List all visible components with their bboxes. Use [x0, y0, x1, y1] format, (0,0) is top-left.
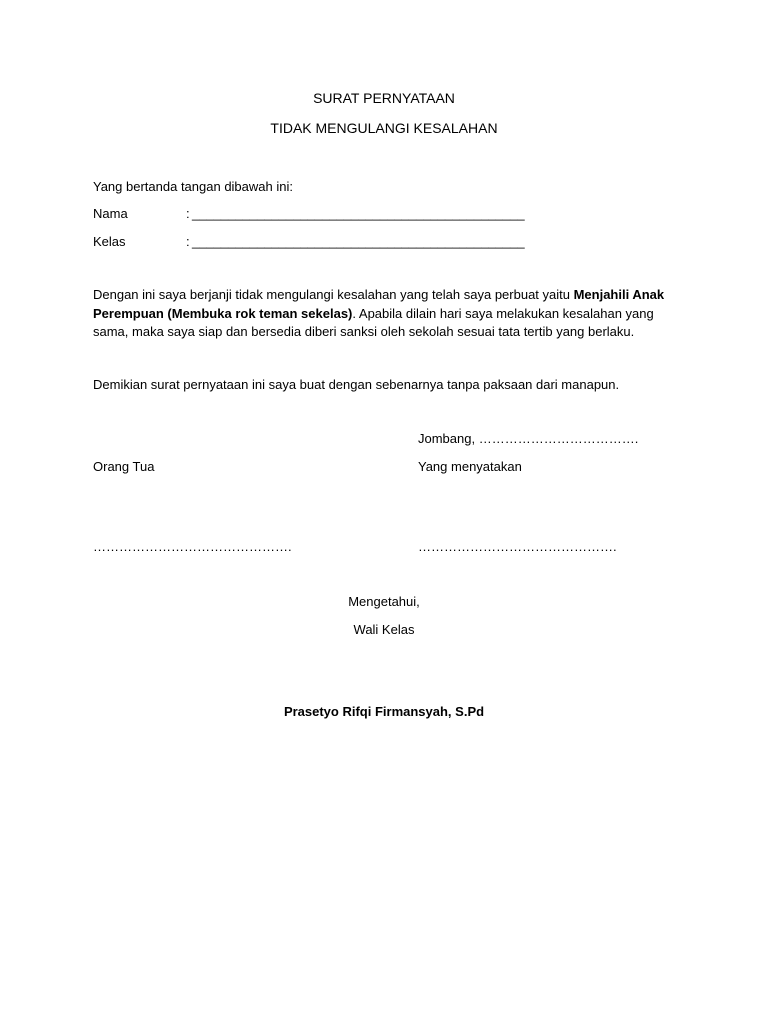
statement-text-after: . Apabila dilain hari saya melakukan kesalahan yang sama, maka saya siap dan bersedia diberi sanksi oleh sekolah sesuai tata tertib yang berlaku. — [93, 305, 654, 339]
statement-text-before: Dengan ini saya berjanji tidak mengulangi kesalahan yang telah saya perbuat yaitu — [93, 287, 574, 302]
statement-paragraph — [93, 286, 683, 342]
document-title: SURAT PERNYATAAN — [313, 90, 455, 106]
right-signer-role: Yang menyatakan — [418, 459, 522, 474]
right-signature-line: ………………………………………. — [418, 539, 617, 554]
closing-text: Demikian surat pernyataan ini saya buat dengan sebenarnya tanpa paksaan dari manapun. — [93, 377, 620, 392]
homeroom-name: Prasetyo Rifqi Firmansyah, S.Pd — [283, 704, 485, 719]
field-separator-nama: : — [186, 206, 190, 221]
acknowledged-label: Mengetahui, — [348, 594, 420, 609]
document-subtitle: TIDAK MENGULANGI KESALAHAN — [270, 120, 498, 136]
field-line-nama: ______________________________________________ — [192, 206, 525, 221]
field-line-kelas: ______________________________________________ — [192, 234, 525, 249]
statement-offense: Menjahili Anak Perempuan (Membuka rok teman sekelas) — [93, 287, 665, 321]
field-label-nama: Nama — [93, 206, 128, 221]
homeroom-role: Wali Kelas — [353, 622, 415, 637]
field-label-kelas: Kelas — [93, 234, 126, 249]
left-signature-line: ………………………………………. — [93, 539, 292, 554]
left-signer-role: Orang Tua — [93, 459, 155, 474]
field-separator-kelas: : — [186, 234, 190, 249]
intro-text: Yang bertanda tangan dibawah ini: — [93, 179, 293, 194]
place-date: Jombang, ………………………………. — [418, 431, 639, 446]
